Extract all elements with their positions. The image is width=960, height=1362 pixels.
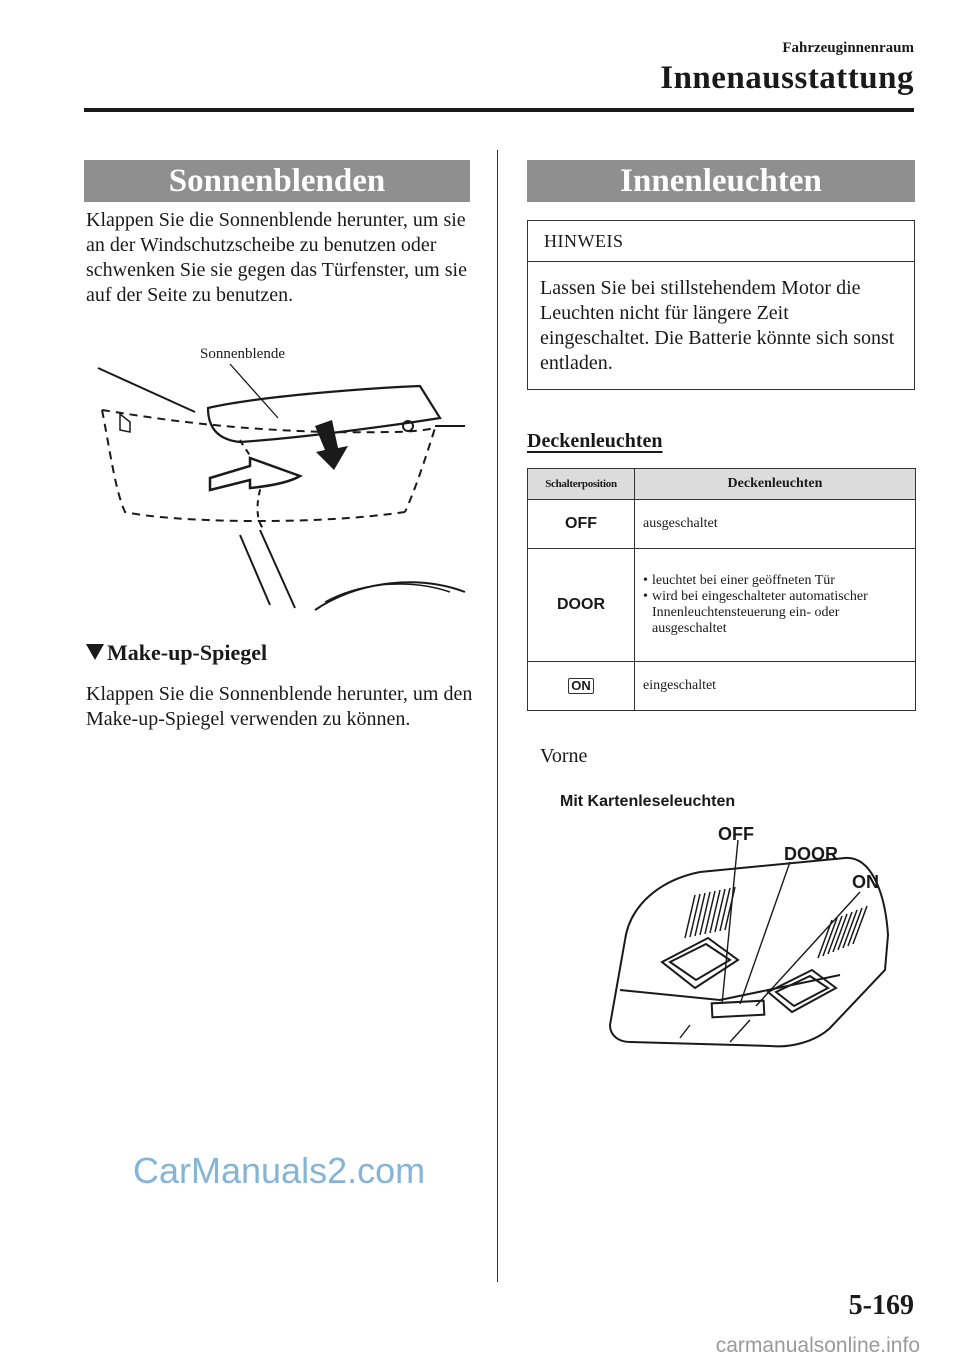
front-label: Vorne xyxy=(540,745,588,767)
switch-position-off: OFF xyxy=(528,500,635,549)
note-text: Lassen Sie bei stillstehendem Motor die Leuchten nicht für längere Zeit eingeschaltet. Die Batterie könnte sich sonst entladen. xyxy=(540,277,895,374)
list-item: • leuchtet bei einer geöffneten Tür xyxy=(643,573,907,589)
page-number: 5-169 xyxy=(848,1290,914,1321)
table-cell: ausgeschaltet xyxy=(635,500,916,549)
sunvisor-intro-text: Klappen Sie die Sonnenblende herunter, um sie an der Windschutzscheibe zu benutzen oder schwenken Sie sie gegen das Türfenster, um sie auf der Seite zu benutzen. xyxy=(86,209,467,306)
chapter-title: Fahrzeuginnenraum xyxy=(782,40,914,56)
table-row xyxy=(528,662,916,711)
table-cell xyxy=(635,549,916,662)
sunvisor-label: Sonnenblende xyxy=(200,346,285,362)
figure-label-on: ON xyxy=(852,872,879,892)
table-header: Schalterposition xyxy=(528,469,635,500)
figure-label-door: DOOR xyxy=(784,844,838,864)
map-light-caption: Mit Kartenleseleuchten xyxy=(560,793,736,810)
footer-site: carmanualsonline.info xyxy=(715,1334,920,1357)
sunvisor-illustration xyxy=(90,340,475,620)
switch-position-on-cell xyxy=(528,662,635,711)
section-header-title: Innenausstattung xyxy=(660,60,914,96)
section-title-interior-lights: Innenleuchten xyxy=(527,160,915,202)
figure-label-off: OFF xyxy=(718,824,754,844)
table-header: Deckenleuchten xyxy=(635,469,916,500)
triangle-bullet-icon xyxy=(86,644,104,660)
table-row xyxy=(528,500,916,549)
switch-position-table xyxy=(527,468,916,711)
subheading-makeup-mirror xyxy=(86,640,267,666)
note-heading: HINWEIS xyxy=(528,221,914,262)
watermark: CarManuals2.com xyxy=(133,1150,426,1191)
section-title-sunvisors: Sonnenblenden xyxy=(84,160,470,202)
note-box xyxy=(527,220,915,390)
column-divider xyxy=(497,150,498,1282)
switch-position-door: DOOR xyxy=(528,549,635,662)
overhead-light-illustration xyxy=(600,820,910,1070)
ceiling-lights-heading: Deckenleuchten xyxy=(527,430,663,452)
table-header-row xyxy=(528,469,916,500)
makeup-mirror-text: Klappen Sie die Sonnenblende herunter, um den Make-up-Spiegel verwenden zu können. xyxy=(86,683,473,730)
table-row xyxy=(528,549,916,662)
list-item: • wird bei eingeschalteter automatischer Innenleuchtensteuerung ein- oder ausgeschaltet xyxy=(643,589,907,637)
switch-position-on: ON xyxy=(568,678,594,694)
header-rule xyxy=(84,108,914,112)
table-cell: eingeschaltet xyxy=(635,662,916,711)
subheading-label: Make-up-Spiegel xyxy=(107,640,268,665)
